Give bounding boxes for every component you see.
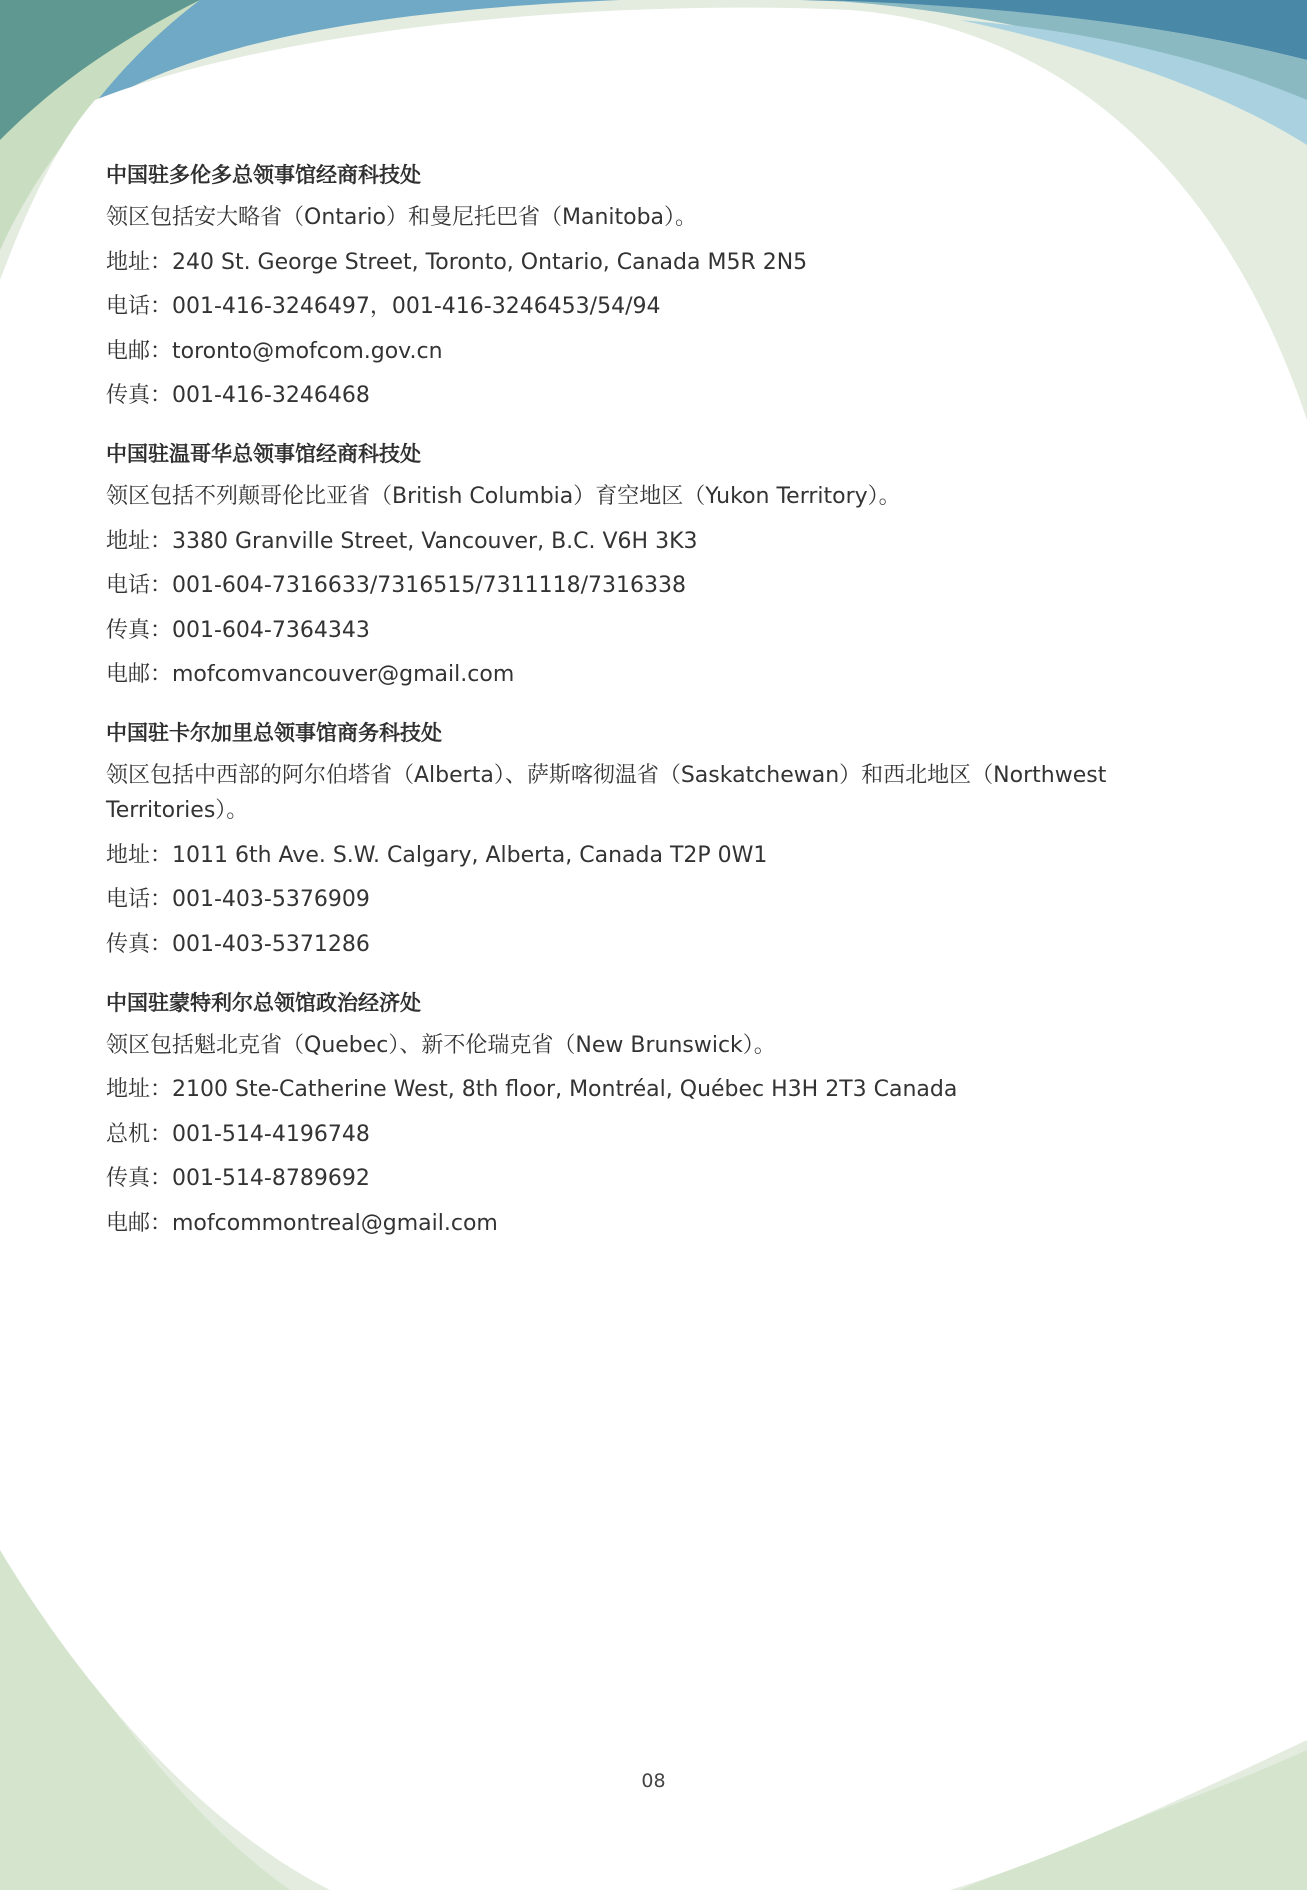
- section-montreal: [106, 988, 1196, 1241]
- fax-text: 传真：001-514-8789692: [106, 1166, 370, 1191]
- section-vancouver: [106, 439, 1196, 692]
- fax-text: 传真：001-604-7364343: [106, 617, 370, 643]
- address-text: 地址：240 St. George Street, Toronto, Ontario, Canada M5R 2N5: [106, 249, 808, 275]
- section-calgary: [106, 718, 1196, 962]
- jurisdiction-text: 领区包括魁北克省（Quebec）、新不伦瑞克省（New Brunswick）。: [106, 1032, 776, 1058]
- section-title: 中国驻温哥华总领事馆经商科技处: [106, 442, 421, 466]
- phone-text: 电话：001-604-7316633/7316515/7311118/7316338: [106, 573, 687, 598]
- jurisdiction-text: 领区包括安大略省（Ontario）和曼尼托巴省（Manitoba）。: [106, 205, 698, 230]
- email-text: 电邮：mofcommontreal@gmail.com: [106, 1210, 498, 1236]
- fax-text: 传真：001-403-5371286: [106, 931, 370, 957]
- jurisdiction-text: 领区包括不列颠哥伦比亚省（British Columbia）育空地区（Yukon Territory）。: [106, 484, 901, 509]
- section-title: 中国驻多伦多总领事馆经商科技处: [106, 163, 421, 187]
- address-text: 地址：1011 6th Ave. S.W. Calgary, Alberta, Canada T2P 0W1: [106, 842, 768, 868]
- section-toronto: [106, 160, 1196, 413]
- switchboard-text: 总机：001-514-4196748: [106, 1121, 370, 1147]
- section-title: 中国驻蒙特利尔总领馆政治经济处: [106, 990, 421, 1015]
- email-text: 电邮：mofcomvancouver@gmail.com: [106, 662, 515, 687]
- address-text: 地址：3380 Granville Street, Vancouver, B.C. V6H 3K3: [106, 528, 698, 554]
- phone-text: 电话：001-416-3246497，001-416-3246453/54/94: [106, 294, 661, 319]
- consulate-list: [106, 160, 1196, 1267]
- page-number: 08: [641, 1770, 666, 1792]
- email-text: 电邮：toronto@mofcom.gov.cn: [106, 338, 443, 364]
- jurisdiction-text: 领区包括中西部的阿尔伯塔省（Alberta）、萨斯喀彻温省（Saskatchewan）和西北地区（Northwest Territories）。: [106, 763, 1107, 823]
- section-title: 中国驻卡尔加里总领事馆商务科技处: [106, 721, 442, 745]
- fax-text: 传真：001-416-3246468: [106, 383, 370, 408]
- address-text: 地址：2100 Ste-Catherine West, 8th floor, Montréal, Québec H3H 2T3 Canada: [106, 1077, 958, 1102]
- phone-text: 电话：001-403-5376909: [106, 887, 370, 912]
